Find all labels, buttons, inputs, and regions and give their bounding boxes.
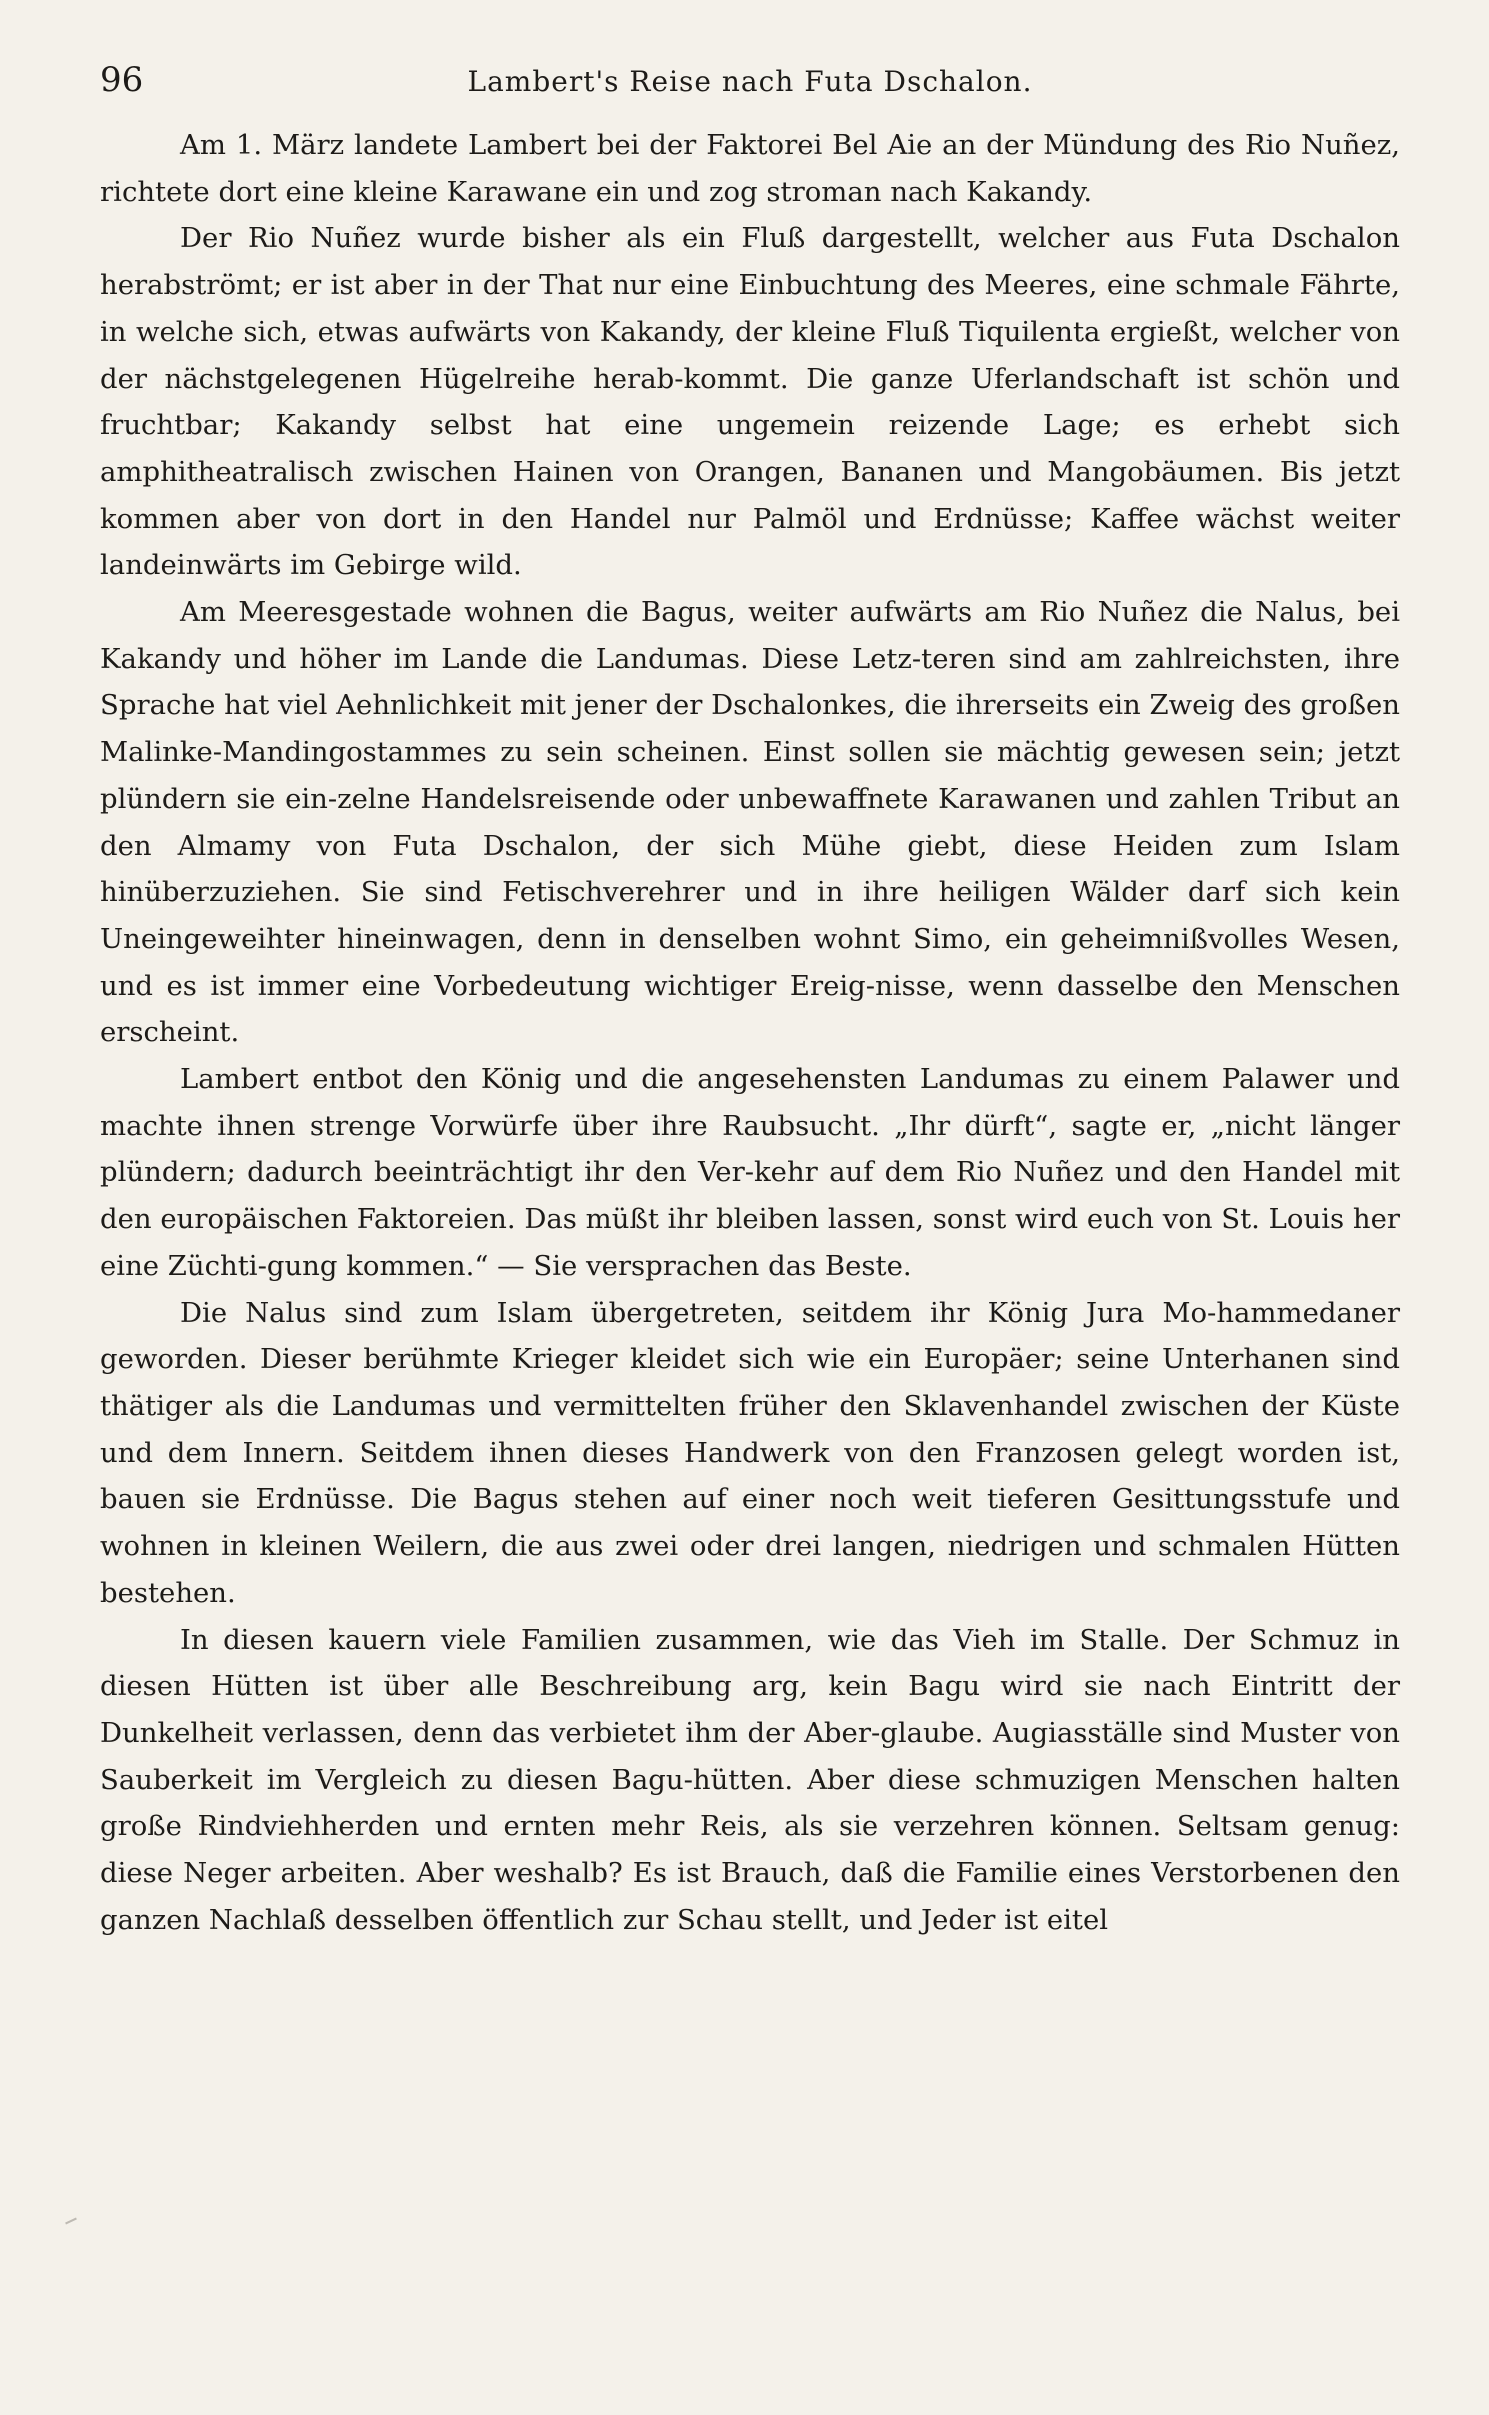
paragraph: Die Nalus sind zum Islam übergetreten, seitdem ihr König Jura Mo-hammedaner geworden. Dieser berühmte Krieger kleidet sich wie ein Europäer; seine Unterhanen sind thätiger als die Landumas und vermittelten früher den Sklavenhandel zwischen der Küste und dem Innern. Seitdem ihnen dieses Handwerk von den Franzosen gelegt worden ist, bauen sie Erdnüsse. Die Bagus stehen auf einer noch weit tieferen Gesittungsstufe und wohnen in kleinen Weilern, die aus zwei oder drei langen, niedrigen und schmalen Hütten bestehen. xyxy=(100,1296,1400,1609)
paragraph: Lambert entbot den König und die angesehensten Landumas zu einem Palawer und machte ihnen strenge Vorwürfe über ihre Raubsucht. „Ihr dürft“, sagte er, „nicht länger plündern; dadurch beeinträchtigt ihr den Ver-kehr auf dem Rio Nuñez und den Handel mit den europäischen Faktoreien. Das müßt ihr bleiben lassen, sonst wird euch von St. Louis her eine Züchti-gung kommen.“ — Sie versprachen das Beste. xyxy=(100,1063,1400,1282)
body-text xyxy=(100,122,1400,1943)
paragraph: In diesen kauern viele Familien zusammen, wie das Vieh im Stalle. Der Schmuz in diesen Hütten ist über alle Beschreibung arg, kein Bagu wird sie nach Eintritt der Dunkelheit verlassen, denn das verbietet ihm der Aber-glaube. Augiasställe sind Muster von Sauberkeit im Vergleich zu diesen Bagu-hütten. Aber diese schmuzigen Menschen halten große Rindviehherden und ernten mehr Reis, als sie verzehren können. Seltsam genug: diese Neger arbeiten. Aber weshalb? Es ist Brauch, daß die Familie eines Verstorbenen den ganzen Nachlaß desselben öffentlich zur Schau stellt, und Jeder ist eitel xyxy=(100,1623,1400,1936)
paragraph: Am 1. März landete Lambert bei der Faktorei Bel Aie an der Mündung des Rio Nuñez, richtete dort eine kleine Karawane ein und zog stroman nach Kakandy. xyxy=(100,129,1400,208)
paragraph: Der Rio Nuñez wurde bisher als ein Fluß dargestellt, welcher aus Futa Dschalon herabströmt; er ist aber in der That nur eine Einbuchtung des Meeres, eine schmale Fährte, in welche sich, etwas aufwärts von Kakandy, der kleine Fluß Tiquilenta ergießt, welcher von der nächstgelegenen Hügelreihe herab-kommt. Die ganze Uferlandschaft ist schön und fruchtbar; Kakandy selbst hat eine ungemein reizende Lage; es erhebt sich amphitheatralisch zwischen Hainen von Orangen, Bananen und Mangobäumen. Bis jetzt kommen aber von dort in den Handel nur Palmöl und Erdnüsse; Kaffee wächst weiter landeinwärts im Gebirge wild. xyxy=(100,222,1400,582)
print-mark xyxy=(65,2218,77,2225)
paragraph: Am Meeresgestade wohnen die Bagus, weiter aufwärts am Rio Nuñez die Nalus, bei Kakandy und höher im Lande die Landumas. Diese Letz-teren sind am zahlreichsten, ihre Sprache hat viel Aehnlichkeit mit jener der Dschalonkes, die ihrerseits ein Zweig des großen Malinke-Mandingostammes zu sein scheinen. Einst sollen sie mächtig gewesen sein; jetzt plündern sie ein-zelne Handelsreisende oder unbewaffnete Karawanen und zahlen Tribut an den Almamy von Futa Dschalon, der sich Mühe giebt, diese Heiden zum Islam hinüberzuziehen. Sie sind Fetischverehrer und in ihre heiligen Wälder darf sich kein Uneingeweihter hineinwagen, denn in denselben wohnt Simo, ein geheimnißvolles Wesen, und es ist immer eine Vorbedeutung wichtiger Ereig-nisse, wenn dasselbe den Menschen erscheint. xyxy=(100,596,1400,1049)
running-head: Lambert's Reise nach Futa Dschalon. xyxy=(467,65,1033,98)
page-number: 96 xyxy=(100,60,144,100)
book-page xyxy=(100,60,1400,1943)
page-header xyxy=(100,60,1400,100)
